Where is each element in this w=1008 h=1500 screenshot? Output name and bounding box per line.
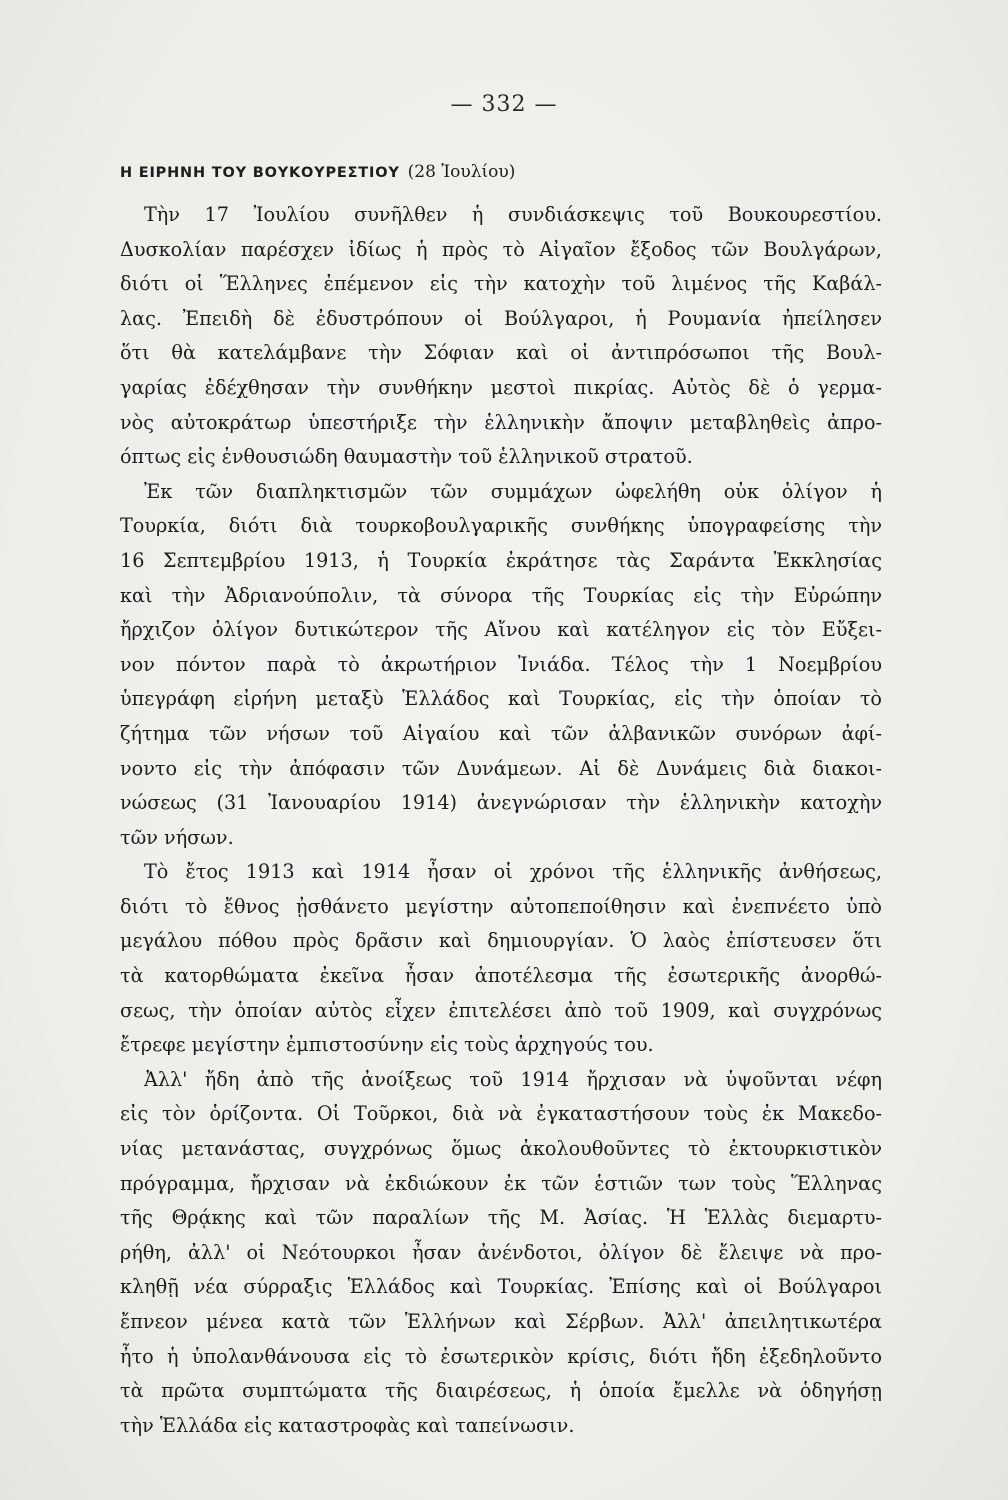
page-number: — 332 — (450, 92, 558, 117)
text-line: νον πόντον παρὰ τὸ ἀκρωτήριον Ἰνιάδα. Τέλος τὴν 1 Νοεμβρίου (120, 652, 882, 676)
text-line: ἤρχιζον ὀλίγον δυτικώτερον τῆς Αἴνου καὶ κατέληγον εἰς τὸν Εὔξει- (120, 618, 882, 642)
text-line: ἦτο ἡ ὑπολανθάνουσα εἰς τὸ ἐσωτερικὸν κρίσις, διότι ἤδη ἐξεδηλοῦντο (120, 1344, 882, 1368)
text-line: τὴν Ἑλλάδα εἰς καταστροφὰς καὶ ταπείνωσιν. (120, 1413, 575, 1437)
section-heading (120, 162, 515, 182)
text-line: τῶν νήσων. (120, 825, 234, 849)
text-line: τὰ πρῶτα συμπτώματα τῆς διαιρέσεως, ἡ ὁποία ἔμελλε νὰ ὁδηγήσῃ (120, 1379, 882, 1403)
text-line: νίας μετανάστας, συγχρόνως ὅμως ἀκολουθοῦντες τὸ ἐκτουρκιστικὸν (120, 1137, 882, 1161)
text-line: ὑπεγράφη εἰρήνη μεταξὺ Ἑλλάδος καὶ Τουρκίας, εἰς τὴν ὁποίαν τὸ (120, 687, 882, 711)
text-line: 16 Σεπτεμβρίου 1913, ἡ Τουρκία ἐκράτησε τὰς Σαράντα Ἐκκλησίας (120, 548, 882, 572)
text-line: ζήτημα τῶν νήσων τοῦ Αἰγαίου καὶ τῶν ἀλβανικῶν συνόρων ἀφί- (120, 721, 882, 745)
text-line: εἰς τὸν ὁρίζοντα. Οἱ Τοῦρκοι, διὰ νὰ ἐγκαταστήσουν τοὺς ἐκ Μακεδο- (120, 1102, 882, 1126)
text-line: καὶ τὴν Ἀδριανούπολιν, τὰ σύνορα τῆς Τουρκίας εἰς τὴν Εὐρώπην (120, 583, 882, 607)
text-line: σεως, τὴν ὁποίαν αὐτὸς εἶχεν ἐπιτελέσει ἀπὸ τοῦ 1909, καὶ συγχρόνως (120, 998, 882, 1022)
text-line: ὅτι θὰ κατελάμβανε τὴν Σόφιαν καὶ οἱ ἀντιπρόσωποι τῆς Βουλ- (120, 341, 882, 365)
text-line: μεγάλου πόθου πρὸς δρᾶσιν καὶ δημιουργίαν. Ὁ λαὸς ἐπίστευσεν ὅτι (120, 929, 882, 953)
text-line: πρόγραμμα, ἤρχισαν νὰ ἐκδιώκουν ἐκ τῶν ἑστιῶν των τοὺς Ἕλληνας (120, 1171, 882, 1195)
text-line: διότι τὸ ἔθνος ᾐσθάνετο μεγίστην αὐτοπεποίθησιν καὶ ἐνεπνέετο ὑπὸ (120, 894, 882, 918)
section-date: (28 Ἰουλίου) (407, 162, 516, 182)
text-line: όπτως εἰς ἐνθουσιώδη θαυμαστὴν τοῦ ἑλληνικοῦ στρατοῦ. (120, 445, 693, 469)
text-line: ἔπνεον μένεα κατὰ τῶν Ἑλλήνων καὶ Σέρβων. Ἀλλ' ἀπειλητικωτέρα (120, 1310, 882, 1333)
text-line: νώσεως (31 Ἰανουαρίου 1914) ἀνεγνώρισαν τὴν ἑλληνικὴν κατοχὴν (120, 791, 882, 815)
text-line: Τὸ ἔτος 1913 καὶ 1914 ἦσαν οἱ χρόνοι τῆς ἑλληνικῆς ἀνθήσεως, (144, 860, 882, 884)
text-line: Ἐκ τῶν διαπληκτισμῶν τῶν συμμάχων ὠφελήθη οὐκ ὀλίγον ἡ (144, 479, 882, 503)
text-line: Δυσκολίαν παρέσχεν ἰδίως ἡ πρὸς τὸ Αἰγαῖον ἔξοδος τῶν Βουλγάρων, (120, 237, 882, 261)
text-line: Τουρκία, διότι διὰ τουρκοβουλγαρικῆς συνθήκης ὑπογραφείσης τὴν (120, 514, 882, 538)
section-title: Η ΕΙΡΗΝΗ ΤΟΥ ΒΟΥΚΟΥΡΕΣΤΙΟΥ (120, 165, 400, 181)
text-line: λας. Ἐπειδὴ δὲ ἐδυστρόπουν οἱ Βούλγαροι, ἡ Ρουμανία ἠπείλησεν (120, 306, 882, 330)
text-line: νοντο εἰς τὴν ἀπόφασιν τῶν Δυνάμεων. Αἱ δὲ Δυνάμεις διὰ διακοι- (120, 756, 882, 780)
text-line: διότι οἱ Ἕλληνες ἐπέμενον εἰς τὴν κατοχὴν τοῦ λιμένος τῆς Καβάλ- (120, 272, 882, 296)
body-text (120, 198, 882, 1443)
text-line: νὸς αὐτοκράτωρ ὑπεστήριξε τὴν ἑλληνικὴν ἄποψιν μεταβληθεὶς ἀπρο- (120, 410, 882, 434)
text-line: κληθῇ νέα σύρραξις Ἑλλάδος καὶ Τουρκίας. Ἐπίσης καὶ οἱ Βούλγαροι (120, 1275, 882, 1299)
text-line: Ἀλλ' ἤδη ἀπὸ τῆς ἀνοίξεως τοῦ 1914 ἤρχισαν νὰ ὑψοῦνται νέφη (144, 1067, 882, 1091)
text-line: ἔτρεφε μεγίστην ἐμπιστοσύνην εἰς τοὺς ἀρχηγούς του. (120, 1033, 654, 1057)
text-line: τὰ κατορθώματα ἐκεῖνα ἦσαν ἀποτέλεσμα τῆς ἐσωτερικῆς ἀνορθώ- (120, 964, 882, 988)
text-line: ρήθη, ἀλλ' οἱ Νεότουρκοι ἦσαν ἀνένδοτοι, ὀλίγον δὲ ἔλειψε νὰ προ- (120, 1240, 882, 1264)
text-line: γαρίας ἐδέχθησαν τὴν συνθήκην μεστοὶ πικρίας. Αὐτὸς δὲ ὁ γερμα- (120, 375, 882, 399)
text-line: Τὴν 17 Ἰουλίου συνῆλθεν ἡ συνδιάσκεψις τοῦ Βουκουρεστίου. (144, 203, 882, 226)
text-line: τῆς Θρᾴκης καὶ τῶν παραλίων τῆς Μ. Ἀσίας. Ἡ Ἑλλὰς διεμαρτυ- (120, 1206, 882, 1230)
